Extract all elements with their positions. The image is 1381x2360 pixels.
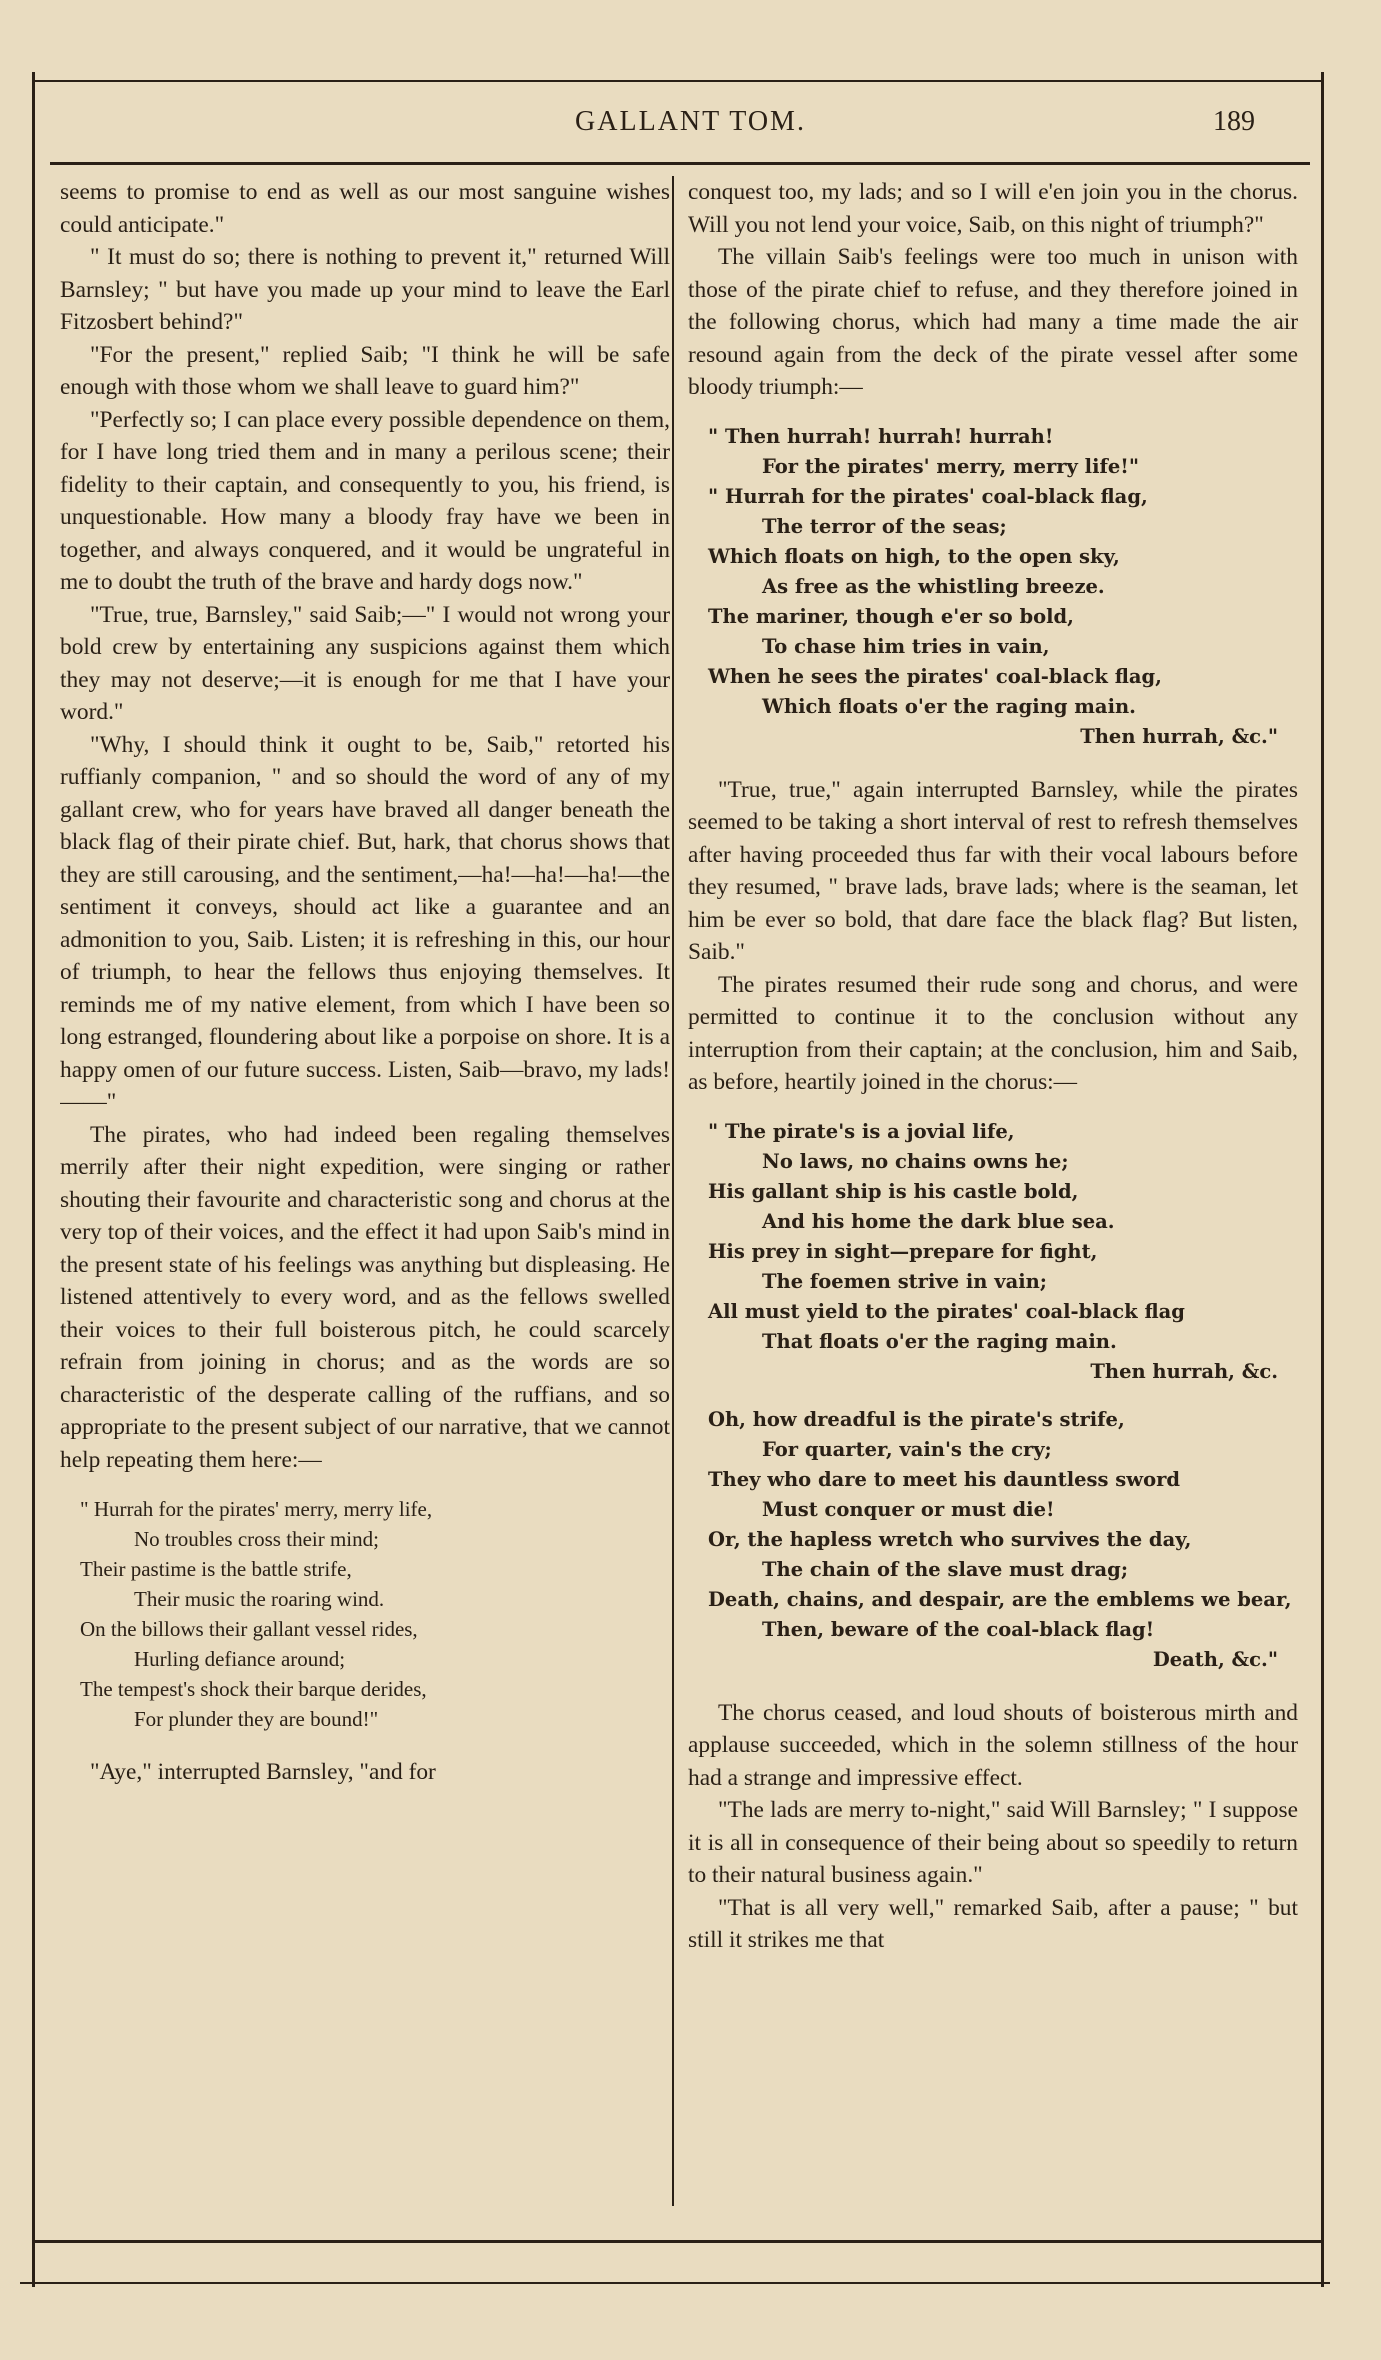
verse-line: To chase him tries in vain, [762,634,1050,658]
paragraph: "Perfectly so; I can place every possible dependence on them, for I have long tried them and in many a perilous scene; their fidelity to their captain, and consequently to you, his friend, is unquestionable. How many a bloody fray have we been in together, and always conquered, and it would be ungrateful in me to doubt the truth of the brave and hardy dogs now." [60,406,670,595]
verse-line: For the pirates' merry, merry life!" [762,454,1139,478]
page-number: 189 [1213,106,1255,137]
paragraph: "That is all very well," remarked Saib, after a pause; " but still it strikes me that [688,1894,1298,1953]
song-verse [708,1117,1298,1675]
header-bottom-rule [50,162,1310,165]
verse-line: No troubles cross their mind; [134,1527,379,1551]
verse-line: " Hurrah for the pirates' merry, merry life, [80,1497,433,1521]
left-column [60,176,670,2206]
verse-line: " Hurrah for the pirates' coal-black flag, [708,484,1148,508]
verse-line: The foemen strive in vain; [762,1269,1048,1293]
paragraph: "For the present," replied Saib; "I think he will be safe enough with those whom we shall leave to guard him?" [60,341,670,400]
paragraph: "True, true, Barnsley," said Saib;—" I would not wrong your bold crew by entertaining any suspicions against them which they may not deserve;—it is enough for me that I have your word." [60,601,670,725]
verse-line: They who dare to meet his dauntless sword [708,1467,1180,1491]
verse-line: Death, chains, and despair, are the emblems we bear, [708,1587,1292,1611]
verse-line: When he sees the pirates' coal-black flag, [708,664,1162,688]
verse-line: Which floats on high, to the open sky, [708,544,1120,568]
verse-line: All must yield to the pirates' coal-black flag [708,1299,1185,1323]
footer-rule [32,2240,1324,2243]
verse-line: As free as the whistling breeze. [762,574,1105,598]
verse-line: Then, beware of the coal-black flag! [762,1617,1155,1641]
paragraph: The pirates resumed their rude song and chorus, and were permitted to continue it to the conclusion without any interruption from their captain; at the conclusion, him and Saib, as before, heartily joined in the chorus:— [688,971,1298,1095]
verse-line: Must conquer or must die! [762,1497,1055,1521]
right-column [688,176,1298,2206]
verse-line: No laws, no chains owns he; [762,1149,1069,1173]
verse-line: For quarter, vain's the cry; [762,1437,1052,1461]
verse-line: Oh, how dreadful is the pirate's strife, [708,1407,1125,1431]
verse-line: His gallant ship is his castle bold, [708,1179,1079,1203]
paragraph: "Aye," interrupted Barnsley, "and for [90,1759,436,1785]
verse-line: That floats o'er the raging main. [762,1329,1117,1353]
paragraph: "True, true," again interrupted Barnsley, while the pirates seemed to be taking a short interval of rest to refresh themselves after having proceeded thus far with their vocal labours before they resumed, " brave lads, brave lads; where is the seaman, let him be ever so bold, that dare face the black flag? But listen, Saib." [688,776,1298,965]
verse-line: " Then hurrah! hurrah! hurrah! [708,424,1054,448]
verse-line: Their pastime is the battle strife, [80,1557,352,1581]
verse-refrain: Then hurrah, &c. [1090,1359,1278,1383]
footer-rule-outer [20,2282,1330,2284]
song-verse [708,422,1298,752]
paragraph: "The lads are merry to-night," said Will Barnsley; " I suppose it is all in consequence of their being about so speedily to return to their natural business again." [688,1797,1298,1888]
verse-refrain: Death, &c." [1152,1647,1278,1671]
verse-line: The chain of the slave must drag; [762,1557,1129,1581]
verse-line: For plunder they are bound!" [134,1707,379,1731]
verse-line: Their music the roaring wind. [134,1587,385,1611]
verse-line: His prey in sight—prepare for fight, [708,1239,1098,1263]
verse-line: Which floats o'er the raging main. [762,694,1136,718]
paragraph: "Why, I should think it ought to be, Saib," retorted his ruffianly companion, " and so should the word of any of my gallant crew, who for years have braved all danger beneath the black flag of their pirate chief. But, hark, that chorus shows that they are still carousing, and the sentiment,—ha!—ha!—ha!—the sentiment it conveys, should act like a guarantee and an admonition to you, Saib. Listen; it is refreshing in this, our hour of triumph, to hear the fellows thus enjoying themselves. It reminds me of my native element, from which I have been so long estranged, floundering about like a porpoise on shore. It is a happy omen of our future success. Listen, Saib—bravo, my lads!——" [60,731,670,1115]
header-top-rule [32,80,1324,82]
running-title: GALLANT TOM. [575,106,806,137]
verse-line: And his home the dark blue sea. [762,1209,1115,1233]
song-verse [80,1494,670,1734]
paragraph: The pirates, who had indeed been regaling themselves merrily after their night expedition, were singing or rather shouting their favourite and characteristic song and chorus at the very top of their voices, and the effect it had upon Saib's mind in the present state of his feelings was anything but displeasing. He listened attentively to every word, and as the fellows swelled their voices to their full boisterous pitch, he could scarcely refrain from joining in chorus; and as the words are so characteristic of the desperate calling of the ruffians, and so appropriate to the present subject of our narrative, that we cannot help repeating them here:— [60,1121,670,1473]
verse-line: " The pirate's is a jovial life, [708,1119,1015,1143]
verse-line: Or, the hapless wretch who survives the day, [708,1527,1192,1551]
paragraph: conquest too, my lads; and so I will e'en join you in the chorus. Will you not lend your voice, Saib, on this night of triumph?" [688,179,1298,238]
verse-line: The terror of the seas; [762,514,1007,538]
paragraph: The villain Saib's feelings were too much in unison with those of the pirate chief to refuse, and they therefore joined in the following chorus, which had many a time made the air resound again from the deck of the pirate vessel after some bloody triumph:— [688,244,1298,400]
stanza-gap [708,1387,1298,1405]
verse-line: The mariner, though e'er so bold, [708,604,1074,628]
verse-line: Hurling defiance around; [134,1647,346,1671]
column-divider [672,176,674,2206]
verse-refrain: Then hurrah, &c." [1080,724,1278,748]
verse-line: The tempest's shock their barque derides, [80,1677,427,1701]
paragraph: seems to promise to end as well as our most sanguine wishes could anticipate." [60,179,670,238]
paragraph: The chorus ceased, and loud shouts of boisterous mirth and applause succeeded, which in the solemn stillness of the hour had a strange and impressive effect. [688,1699,1298,1791]
paragraph: " It must do so; there is nothing to prevent it," returned Will Barnsley; " but have you made up your mind to leave the Earl Fitzosbert behind?" [60,244,670,335]
verse-line: On the billows their gallant vessel rides, [80,1617,418,1641]
